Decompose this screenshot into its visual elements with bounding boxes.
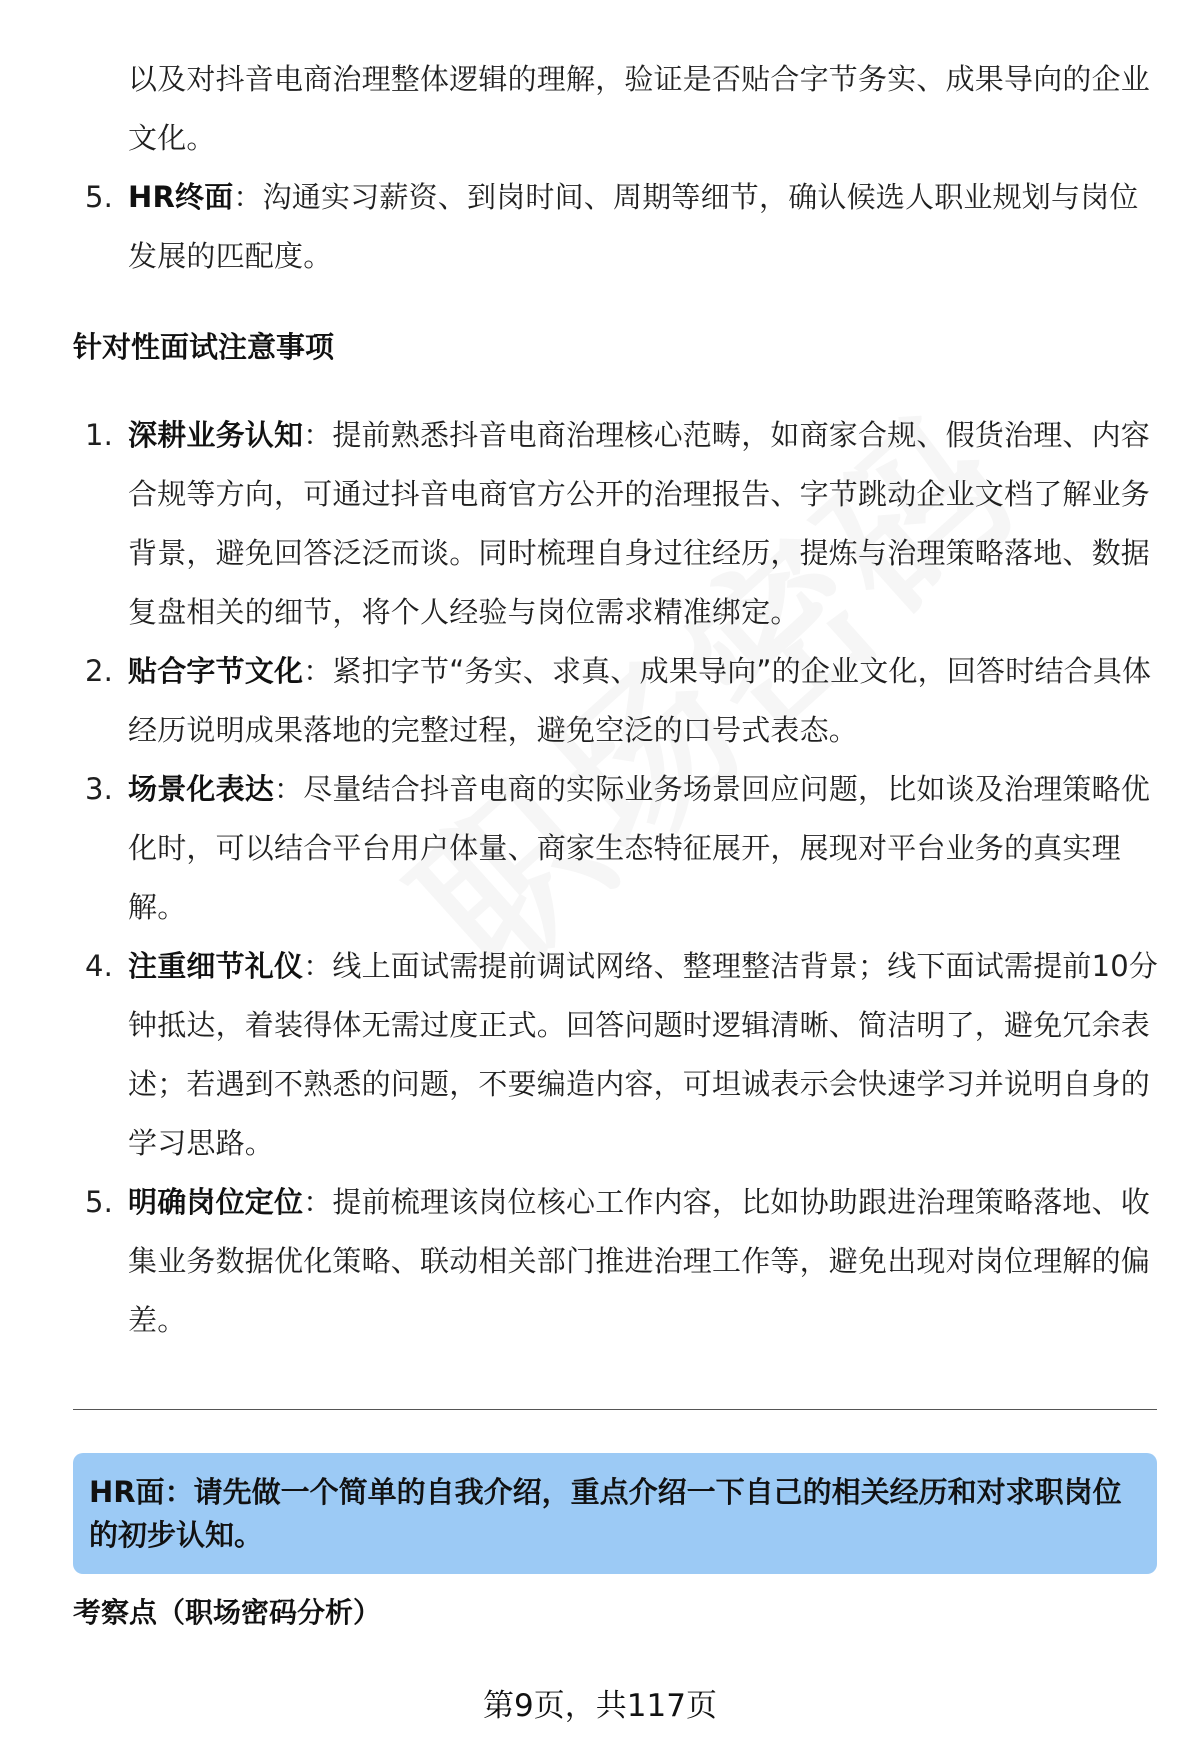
list-item-hr-final: [73, 168, 1163, 286]
list-item-title: 明确岗位定位: [128, 1185, 304, 1219]
question-callout: [73, 1453, 1157, 1574]
continuation-text: 以及对抖音电商治理整体逻辑的理解，验证是否贴合字节务实、成果导向的企业文化。: [128, 62, 1151, 155]
top-continuation: [73, 50, 1163, 286]
list-item-text: 提前熟悉抖音电商治理核心范畴，如商家合规、假货治理、内容合规等方向，可通过抖音电商官方公开的治理报告、字节跳动企业文档了解业务背景，避免回答泛泛而谈。同时梳理自身过往经历，提炼与治理策略落地、数据复盘相关的细节，将个人经验与岗位需求精准绑定。: [128, 418, 1151, 629]
list-item-sep: ：: [303, 654, 333, 688]
list-item-text: 线上面试需提前调试网络、整理整洁背景；线下面试需提前10分钟抵达，着装得体无需过度正式。回答问题时逻辑清晰、简洁明了，避免冗余表述；若遇到不熟悉的问题，不要编造内容，可坦诚表示会快速学习并说明自身的学习思路。: [128, 949, 1159, 1160]
list-item-title: 场景化表达: [128, 772, 275, 806]
continuation-paragraph: [73, 50, 1163, 168]
list-number: 1.: [85, 418, 114, 452]
list-item: [73, 406, 1163, 642]
list-item-sep: ：: [303, 949, 333, 983]
list-item: [73, 937, 1163, 1173]
list-item: [73, 760, 1163, 937]
list-item-text: 提前梳理该岗位核心工作内容，比如协助跟进治理策略落地、收集业务数据优化策略、联动相关部门推进治理工作等，避免出现对岗位理解的偏差。: [128, 1185, 1151, 1337]
list-item-title: 深耕业务认知: [128, 418, 304, 452]
list-item-sep: ：: [233, 180, 263, 214]
list-item-sep: ：: [274, 772, 304, 806]
page-number: 第9页，共117页: [483, 1688, 717, 1724]
list-number: 3.: [85, 772, 114, 806]
list-item-title: 注重细节礼仪: [128, 949, 304, 983]
list-item-title: HR终面: [128, 180, 234, 214]
tips-list: [73, 406, 1163, 1350]
list-item-title: 贴合字节文化: [128, 654, 304, 688]
question-text: HR面：请先做一个简单的自我介绍，重点介绍一下自己的相关经历和对求职岗位的初步认知。: [89, 1475, 1122, 1552]
section-title: 针对性面试注意事项: [73, 330, 335, 364]
analysis-subtitle: 考察点（职场密码分析）: [73, 1596, 382, 1629]
list-number: 4.: [85, 949, 114, 983]
list-item-text: 沟通实习薪资、到岗时间、周期等细节，确认候选人职业规划与岗位发展的匹配度。: [128, 180, 1139, 273]
list-item-text: 紧扣字节“务实、求真、成果导向”的企业文化，回答时结合具体经历说明成果落地的完整过程，避免空泛的口号式表态。: [128, 654, 1152, 747]
list-item-sep: ：: [303, 418, 333, 452]
list-number: 2.: [85, 654, 114, 688]
list-item: [73, 642, 1163, 760]
list-number: 5.: [85, 180, 114, 214]
list-number: 5.: [85, 1185, 114, 1219]
divider: [73, 1409, 1157, 1410]
list-item-text: 尽量结合抖音电商的实际业务场景回应问题，比如谈及治理策略优化时，可以结合平台用户体量、商家生态特征展开，展现对平台业务的真实理解。: [128, 772, 1151, 924]
list-item: [73, 1173, 1163, 1350]
list-item-sep: ：: [303, 1185, 333, 1219]
